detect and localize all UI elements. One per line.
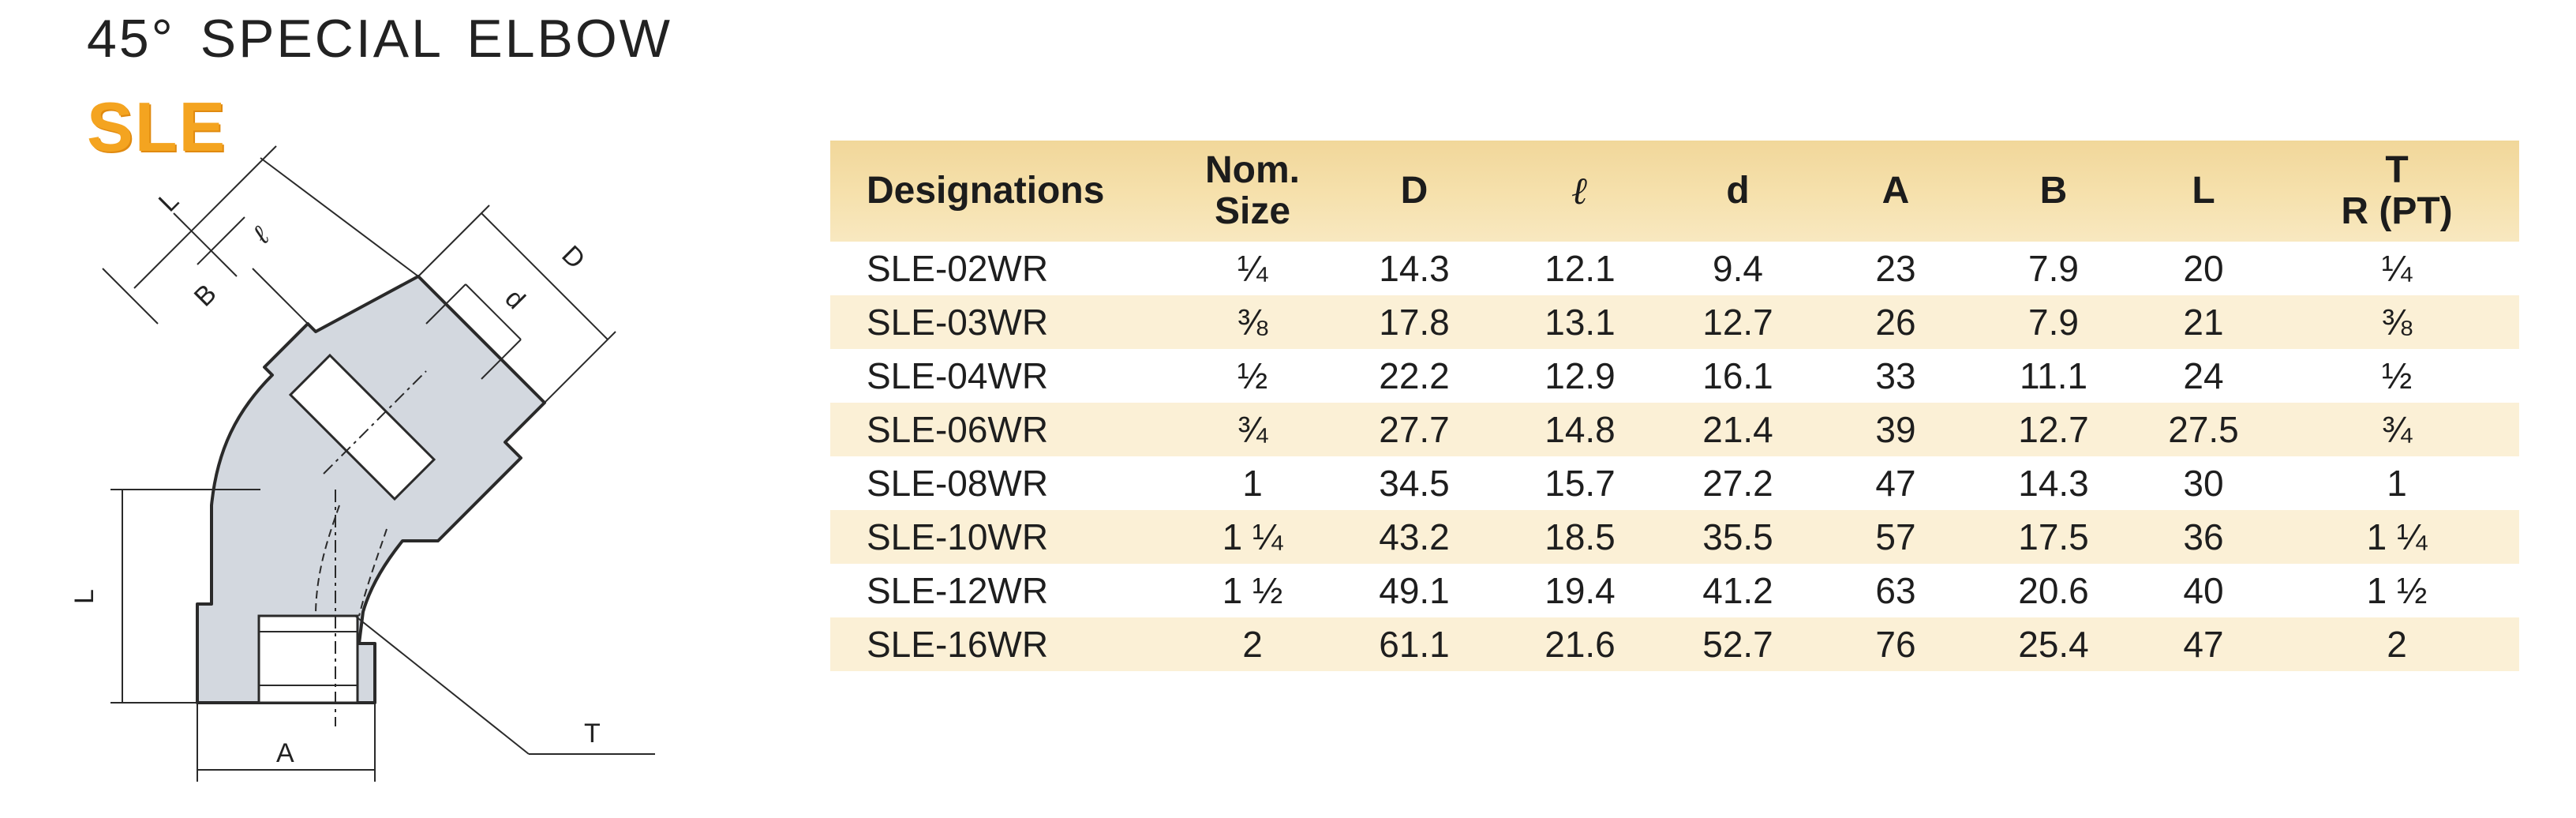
label-d: d [499, 283, 531, 316]
label-A: A [276, 738, 294, 768]
col-nom-line1: Nom. [1205, 149, 1300, 191]
cell-A: 63 [1875, 570, 1916, 611]
cell-nom: 1 ½ [1222, 570, 1283, 611]
label-B: B [188, 278, 223, 313]
cell-d: 21.4 [1702, 409, 1773, 450]
col-d: d [1726, 170, 1750, 212]
cell-l: 14.8 [1544, 409, 1616, 450]
cell-nom: ¼ [1237, 248, 1268, 289]
label-L-top: L [152, 186, 185, 218]
col-nom-line2: Size [1214, 190, 1291, 232]
table-row [830, 456, 2519, 510]
col-designations: Designations [867, 170, 1105, 212]
cell-d: 35.5 [1702, 516, 1773, 557]
cell-d: 27.2 [1702, 463, 1773, 504]
cell-A: 57 [1875, 516, 1916, 557]
cell-nom: 2 [1242, 624, 1263, 665]
cell-B: 7.9 [2028, 248, 2079, 289]
cell-B: 14.3 [2018, 463, 2089, 504]
cell-A: 26 [1875, 302, 1916, 343]
cell-D: 27.7 [1379, 409, 1450, 450]
cell-l: 21.6 [1544, 624, 1616, 665]
label-D: D [556, 239, 591, 276]
cell-A: 23 [1875, 248, 1916, 289]
cell-nom: ¾ [1237, 409, 1268, 450]
fitting-body [197, 276, 545, 726]
cell-A: 33 [1875, 355, 1916, 396]
product-code: SLE [87, 88, 227, 166]
cell-T: 1 ¼ [2366, 516, 2428, 557]
cell-designation: SLE-02WR [867, 248, 1049, 289]
elbow-diagram [69, 158, 679, 805]
cell-T: 2 [2387, 624, 2407, 665]
cell-l: 12.9 [1544, 355, 1616, 396]
cell-nom: ⅜ [1237, 302, 1268, 343]
spec-table [830, 141, 2519, 671]
table-row [830, 295, 2519, 349]
cell-designation: SLE-03WR [867, 302, 1049, 343]
table-row [830, 349, 2519, 403]
cell-L: 40 [2183, 570, 2224, 611]
cell-L: 27.5 [2168, 409, 2239, 450]
spec-table-container [830, 141, 2519, 671]
cell-d: 41.2 [1702, 570, 1773, 611]
cell-A: 47 [1875, 463, 1916, 504]
cell-L: 36 [2183, 516, 2224, 557]
cell-L: 21 [2183, 302, 2224, 343]
cell-l: 13.1 [1544, 302, 1616, 343]
col-A: A [1881, 170, 1910, 212]
cell-designation: SLE-04WR [867, 355, 1049, 396]
cell-B: 11.1 [2019, 355, 2088, 396]
col-T [2275, 141, 2519, 242]
cell-designation: SLE-10WR [867, 516, 1049, 557]
cell-designation: SLE-06WR [867, 409, 1049, 450]
cell-L: 20 [2183, 248, 2224, 289]
cell-nom: 1 ¼ [1222, 516, 1283, 557]
cell-D: 34.5 [1379, 463, 1450, 504]
label-l-small: ℓ [247, 222, 275, 250]
cell-T: ½ [2381, 355, 2413, 396]
cell-l: 19.4 [1544, 570, 1616, 611]
cell-designation: SLE-16WR [867, 624, 1049, 665]
cell-l: 15.7 [1544, 463, 1616, 504]
cell-l: 18.5 [1544, 516, 1616, 557]
cell-T: ¾ [2381, 409, 2413, 450]
col-l: ℓ [1571, 169, 1589, 213]
col-nom-size [1178, 141, 1327, 242]
cell-B: 17.5 [2018, 516, 2089, 557]
cell-designation: SLE-12WR [867, 570, 1049, 611]
dimension-A [197, 703, 375, 782]
col-T-line1: T [2385, 149, 2409, 191]
cell-B: 12.7 [2018, 409, 2089, 450]
cell-A: 76 [1875, 624, 1916, 665]
cell-L: 24 [2183, 355, 2224, 396]
cell-B: 7.9 [2028, 302, 2079, 343]
table-header-row [830, 141, 2519, 242]
table-row [830, 510, 2519, 564]
cell-D: 43.2 [1379, 516, 1450, 557]
cell-nom: ½ [1237, 355, 1268, 396]
cell-nom: 1 [1242, 463, 1263, 504]
page-title: 45° SPECIAL ELBOW [87, 9, 672, 69]
col-L: L [2192, 170, 2215, 212]
cell-L: 47 [2183, 624, 2224, 665]
cell-T: 1 [2387, 463, 2407, 504]
cell-d: 12.7 [1702, 302, 1773, 343]
cell-T: 1 ½ [2366, 570, 2428, 611]
table-row [830, 617, 2519, 671]
dimension-T [355, 616, 655, 754]
cell-D: 22.2 [1379, 355, 1450, 396]
col-T-line2: R (PT) [2341, 190, 2453, 232]
table-row [830, 403, 2519, 456]
cell-l: 12.1 [1544, 248, 1616, 289]
cell-designation: SLE-08WR [867, 463, 1049, 504]
cell-d: 52.7 [1702, 624, 1773, 665]
cell-B: 25.4 [2018, 624, 2089, 665]
label-L-side: L [69, 589, 99, 604]
cell-D: 17.8 [1379, 302, 1450, 343]
table-row [830, 242, 2519, 295]
cell-D: 14.3 [1379, 248, 1450, 289]
cell-d: 16.1 [1702, 355, 1773, 396]
table-row [830, 564, 2519, 617]
cell-D: 61.1 [1379, 624, 1450, 665]
cell-L: 30 [2183, 463, 2224, 504]
cell-A: 39 [1875, 409, 1916, 450]
cell-D: 49.1 [1379, 570, 1450, 611]
cell-T: ¼ [2381, 248, 2413, 289]
cell-d: 9.4 [1713, 248, 1763, 289]
col-D: D [1400, 170, 1428, 212]
cell-T: ⅜ [2381, 302, 2413, 343]
cell-B: 20.6 [2018, 570, 2089, 611]
label-T: T [584, 719, 601, 749]
col-B: B [2039, 170, 2068, 212]
